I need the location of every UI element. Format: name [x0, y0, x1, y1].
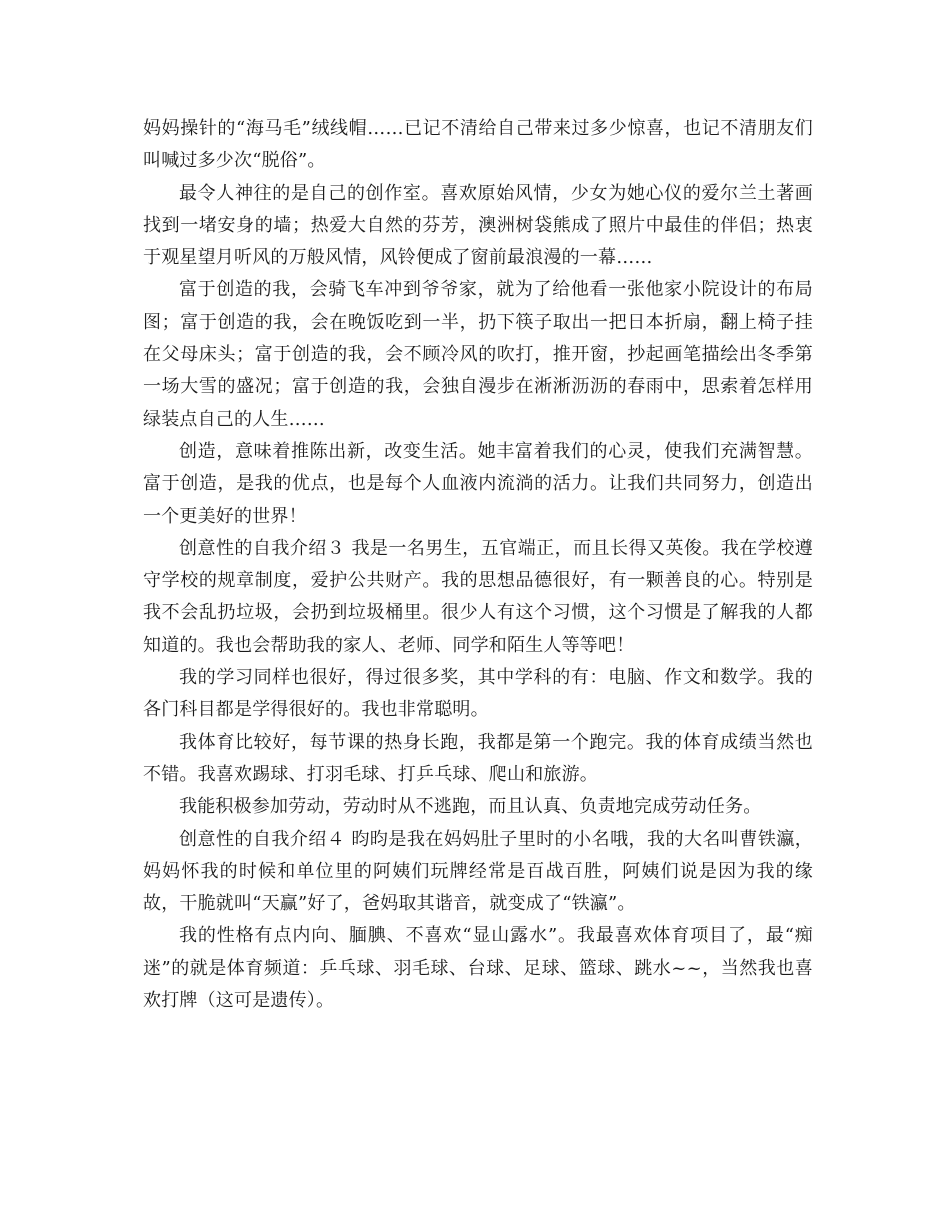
paragraph-continued: 妈妈操针的“海马毛”绒线帽……已记不清给自己带来过多少惊喜，也记不清朋友们叫喊过多少次“脱俗”。: [143, 118, 813, 172]
paragraph: 富于创造的我，会骑飞车冲到爷爷家，就为了给他看一张他家小院设计的布局图；富于创造的我，会在晚饭吃到一半，扔下筷子取出一把日本折扇，翻上椅子挂在父母床头；富于创造的我，会不顾冷风的吹打，推开窗，抄起画笔描绘出冬季第一场大雪的盛况；富于创造的我，会独自漫步在淅淅沥沥的春雨中，思索着怎样用绿装点自己的人生……: [143, 279, 813, 430]
paragraph: 我体育比较好，每节课的热身长跑，我都是第一个跑完。我的体育成绩当然也不错。我喜欢踢球、打羽毛球、打乒乓球、爬山和旅游。: [143, 731, 813, 785]
document-body: [143, 113, 813, 1017]
paragraph: 我能积极参加劳动，劳动时从不逃跑，而且认真、负责地完成劳动任务。: [179, 796, 762, 818]
paragraph: 创造，意味着推陈出新，改变生活。她丰富着我们的心灵，使我们充满智慧。富于创造，是我的优点，也是每个人血液内流淌的活力。让我们共同努力，创造出一个更美好的世界！: [143, 440, 813, 527]
paragraph: 最令人神往的是自己的创作室。喜欢原始风情，少女为她心仪的爱尔兰土著画找到一堵安身的墙；热爱大自然的芬芳，澳洲树袋熊成了照片中最佳的伴侣；热衷于观星望月听风的万般风情，风铃便成了窗前最浪漫的一幕……: [143, 182, 813, 269]
paragraph: 创意性的自我介绍４ 昀昀是我在妈妈肚子里时的小名哦，我的大名叫曹铁瀛，妈妈怀我的时候和单位里的阿姨们玩牌经常是百战百胜，阿姨们说是因为我的缘故，干脆就叫“天赢”好了，爸妈取其谐音，就变成了“铁瀛”。: [143, 828, 813, 915]
paragraph: 创意性的自我介绍３ 我是一名男生，五官端正，而且长得又英俊。我在学校遵守学校的规章制度，爱护公共财产。我的思想品德很好，有一颗善良的心。特别是我不会乱扔垃圾，会扔到垃圾桶里。很少人有这个习惯，这个习惯是了解我的人都知道的。我也会帮助我的家人、老师、同学和陌生人等等吧！: [143, 537, 813, 656]
paragraph: 我的学习同样也很好，得过很多奖，其中学科的有：电脑、作文和数学。我的各门科目都是学得很好的。我也非常聪明。: [143, 667, 813, 721]
paragraph: 我的性格有点内向、腼腆、不喜欢“显山露水”。我最喜欢体育项目了，最“痴迷”的就是体育频道：乒乓球、羽毛球、台球、足球、篮球、跳水~~，当然我也喜欢打牌（这可是遗传）。: [143, 925, 813, 1012]
